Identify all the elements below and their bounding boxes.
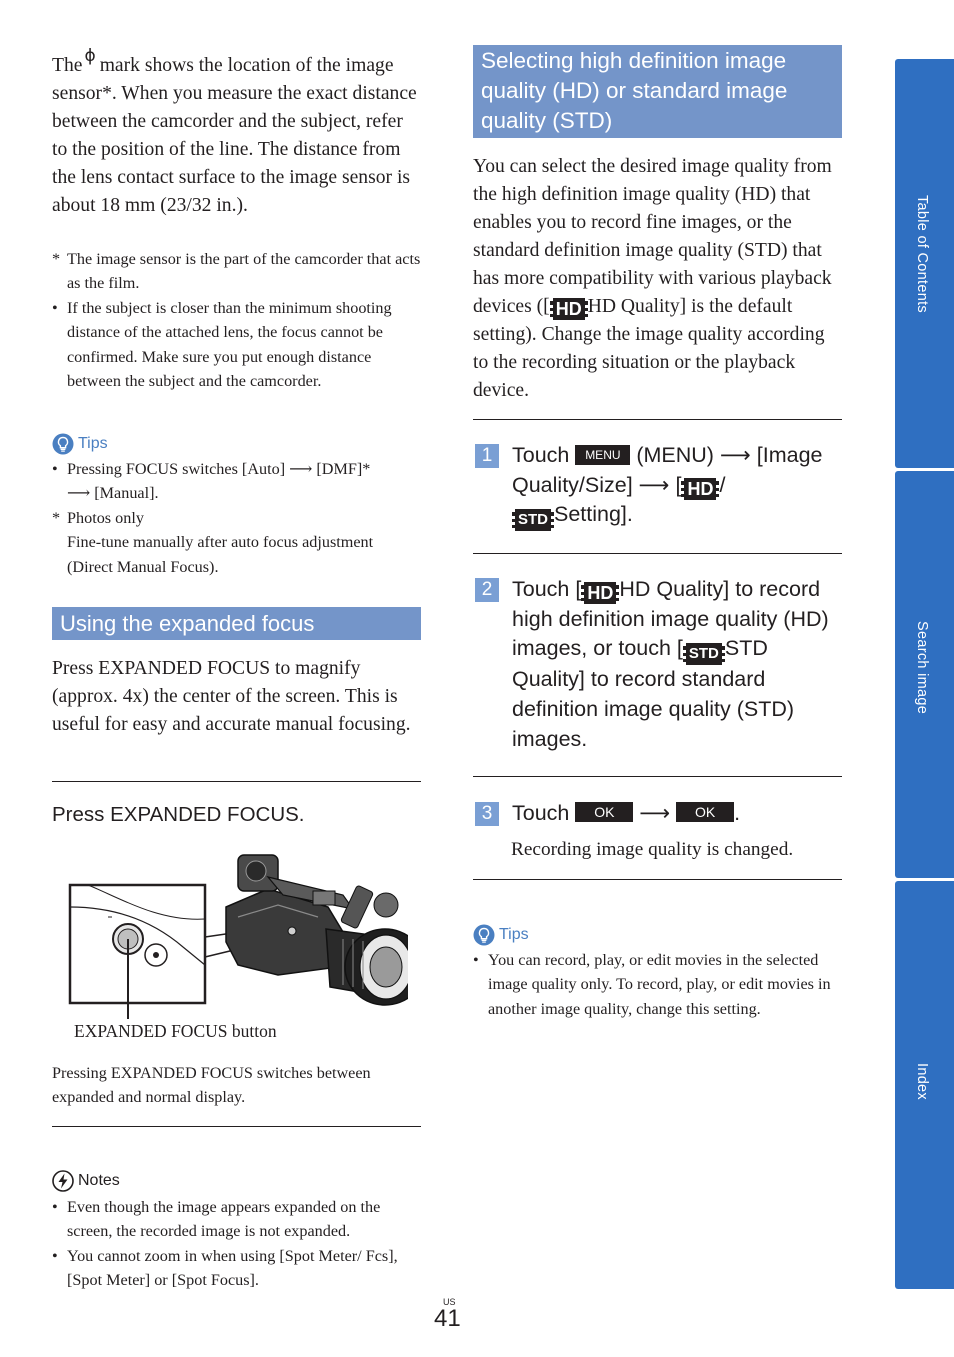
divider [473, 419, 842, 420]
step-3-result: Recording image quality is changed. [511, 839, 794, 860]
tab-label: Table of Contents [914, 195, 930, 313]
region-label: US [443, 1297, 456, 1307]
arrow-right-icon: ⟶ [639, 801, 671, 825]
notes-warning-icon [52, 1170, 74, 1192]
list-item: • Pressing FOCUS switches [Auto] ⟶ [DMF]* ⟶ [Manual]. [52, 460, 371, 503]
arrow-right-icon: ⟶ [638, 472, 670, 497]
section-heading-image-quality: Selecting high definition image quality (HD) or standard image quality (STD) [473, 45, 842, 138]
step-number: 1 [475, 444, 499, 468]
tips-heading-right: Tips [473, 924, 529, 946]
tab-label: Index [914, 1063, 930, 1100]
figure-caption: EXPANDED FOCUS button [74, 1021, 277, 1041]
divider [473, 879, 842, 880]
notes-list [52, 1195, 421, 1293]
step-number: 3 [475, 802, 499, 826]
hd-quality-icon: HD [581, 582, 619, 604]
step-press-expanded-focus: Press EXPANDED FOCUS. [52, 803, 305, 826]
lightbulb-icon [473, 924, 495, 946]
menu-button[interactable]: MENU [575, 445, 630, 465]
ok-button[interactable]: OK [676, 802, 734, 822]
list-item: * Photos only Fine-tune manually after auto focus adjustment (Direct Manual Focus). [52, 508, 374, 576]
arrow-right-icon: ⟶ [67, 484, 91, 503]
arrow-right-icon: ⟶ [719, 443, 751, 467]
list-item: • You cannot zoom in when using [Spot Meter/ Fcs], [Spot Meter] or [Spot Focus]. [52, 1246, 398, 1290]
hd-quality-icon: HD [550, 298, 588, 320]
expanded-focus-note: Pressing EXPANDED FOCUS switches between expanded and normal display. [52, 1064, 371, 1107]
section-heading-expanded-focus: Using the expanded focus [52, 607, 421, 640]
list-item: • Even though the image appears expanded on the screen, the recorded image is not expanded. [52, 1198, 381, 1241]
ok-button[interactable]: OK [575, 802, 633, 822]
divider [52, 781, 421, 782]
sensor-notes-list [52, 247, 421, 393]
step-2: 2 Touch [ HD HD Quality] to record high definition image quality (HD) images, or touch [ STD STD Quality] to record standard definition image quality (STD) images. [475, 575, 842, 755]
std-quality-icon: STD [683, 643, 725, 665]
std-quality-icon: STD [512, 509, 554, 531]
divider [52, 1126, 421, 1127]
camcorder-illustration [68, 847, 408, 1019]
arrow-right-icon: ⟶ [289, 460, 313, 478]
expanded-focus-description: Press EXPANDED FOCUS to magnify (approx. 4x) the center of the screen. This is useful for easy and accurate manual focusing. [52, 658, 411, 735]
tab-index[interactable] [895, 881, 954, 1289]
step-3: 3 Touch OK ⟶ OK . [475, 799, 842, 829]
notes-heading: Notes [52, 1170, 120, 1192]
sensor-intro: The ϕ mark shows the location of the image sensor*. When you measure the exact distance between the camcorder and the subject, refer to the position of the line. The distance from the lens contact surface to the image sensor is about 18 mm (23/32 in.). [52, 46, 417, 216]
tips-list-left [52, 457, 421, 579]
step-number: 2 [475, 578, 499, 602]
hd-quality-icon: HD [681, 478, 719, 500]
page-number-value: 41 [434, 1305, 461, 1332]
tab-label: Search image [914, 621, 930, 715]
tab-search-image[interactable] [895, 471, 954, 878]
tips-heading-left: Tips [52, 433, 108, 455]
list-item: • If the subject is closer than the minimum shooting distance of the attached lens, the focus cannot be confirmed. Make sure you put enough distance between the subject and the camcorder. [52, 298, 392, 391]
sensor-phi-icon: ϕ [84, 46, 96, 66]
image-quality-intro: You can select the desired image quality from the high definition image quality (HD) that enables you to record fine images, or the standard definition image quality (STD) that has more compatibility with various playback devices ([ HD HD Quality] is the default setting). Change the image quality according to the recording situation or the playback device. [473, 156, 832, 401]
tab-table-of-contents[interactable] [895, 59, 954, 468]
page-number [434, 1297, 461, 1331]
list-item: • You can record, play, or edit movies in the selected image quality only. To record, play, or edit movies in another image quality, change this setting. [473, 951, 831, 1018]
divider [473, 776, 842, 777]
lightbulb-icon [52, 433, 74, 455]
list-item: * The image sensor is the part of the camcorder that acts as the film. [52, 250, 421, 293]
tips-list-right [473, 948, 842, 1021]
divider [473, 553, 842, 554]
step-1: 1 Touch MENU (MENU) ⟶ [Image Quality/Size] ⟶ [ HD / STD Setting]. [475, 441, 842, 531]
